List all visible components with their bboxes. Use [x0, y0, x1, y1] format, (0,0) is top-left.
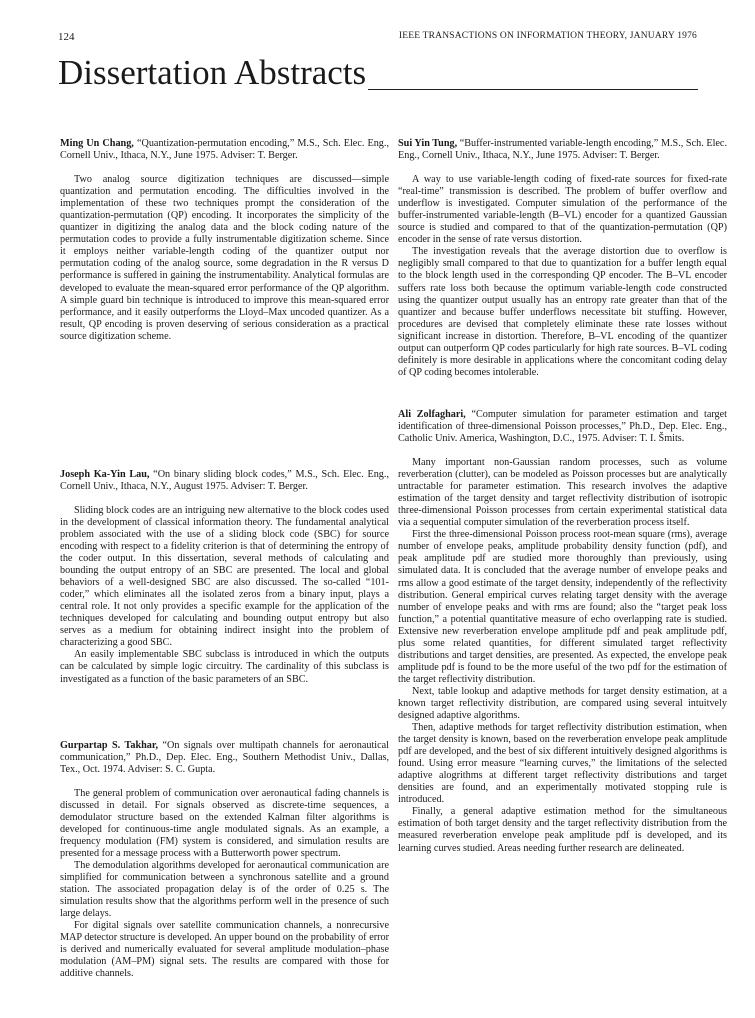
abstract-paragraph: An easily implementable SBC subclass is introduced in which the outputs can be calculated by simple logic circuitry. The cardinality of this subclass is investigated as a function of the basic parameters of an SBC. — [60, 649, 389, 685]
abstract-body — [60, 788, 389, 981]
section-header — [58, 53, 698, 103]
citation-text: “Quantization-permutation encoding,” M.S., Sch. Elec. Eng., Cornell Univ., Ithaca, N.Y., June 1975. Adviser: T. Berger. — [60, 138, 389, 162]
abstract-paragraph: Next, table lookup and adaptive methods for target density estimation, at a known target reflectivity distribution, are compared using several intuitvely designed adaptive algorithms. — [398, 685, 727, 722]
abstract-entry-chang — [60, 138, 389, 343]
citation — [60, 740, 389, 776]
abstract-paragraph: Two analog source digitization techniques are discussed—simple quantization and permutation encoding. The difficulties involved in the implementation of these two techniques prompt the consideration of the quantization-permutation (QP) encoding. It incorporates the simplicity of the quantizer in digitizing the analog data and the block coding nature of the permutation codes to provide a fully instrumentable digitization scheme. Since it employs neither variable-length coding of the quantizer output nor permutation coding of the analog source, some degradation in the R versus D performance is suffered in gaining the instrumentability. Analytical formulas are developed to evaluate the mean-squared error performance of the QP algorithm. A simple guard bin technique is introduced to improve this mean-squared error performance, and it easily outperforms the Lloyd–Max uncoded quantizer. As a result, QP encoding is proven deserving of serious consideration as a practical source digitization scheme. — [60, 174, 389, 342]
abstract-paragraph: A way to use variable-length coding of fixed-rate sources for fixed-rate “real-time” transmission is described. The problem of buffer overflow and underflow is investigated. Computer simulation of the performance of the buffer-instrumented variable-length (B–VL) encoder for a quantized Gaussian source is studied and compared to that of the quantization-permutation (QP) encoder in the sense of rate versus distortion. — [398, 174, 727, 246]
running-head: IEEE TRANSACTIONS ON INFORMATION THEORY, JANUARY 1976 — [398, 31, 697, 41]
citation-text: “Computer simulation for parameter estimation and target identification of three-dimensional Poisson processes,” Ph.D., Dep. Elec. Eng., Catholic Univ. America, Washington, D.C., 1975. Adviser: T. I. Šmits. — [398, 408, 727, 444]
abstract-entry-tung — [398, 138, 727, 379]
abstract-entry-lau — [60, 469, 389, 686]
abstract-paragraph: The general problem of communication over aeronautical fading channels is discussed in detail. For signals observed as discrete-time sequences, a demodulator structure based on the extended Kalman filter algorithms is developed for continuous-time angle modulated signals. As an example, a frequency modulation (FM) system is considered, and simulation results are presented for a message process with a Butterworth power spectrum. — [60, 787, 389, 859]
abstract-paragraph: Sliding block codes are an intriguing new alternative to the block codes used in the development of classical information theory. The fundamental analytical problem associated with the use of a sliding block code (SBC) for source encoding with respect to a fidelity criterion is that of determining the entropy of the coder output. In this dissertation, several methods of calculating and bounding the output entropy of an SBC are presented. The local and global behaviors of a well-designed SBC are also discussed. The so-called “101-coder,” which eliminates all the isolated zeros from a binary input, plays a central role. It not only provides a specific example for the application of the techniques developed for calculating and bounding output entropy but also serves as a medium for obtaining indirect insight into the problem of characterizing a good SBC. — [60, 504, 389, 649]
citation-text: “Buffer-instrumented variable-length encoding,” M.S., Sch. Elec. Eng., Cornell Univ., Ithaca, N.Y., June 1975. Adviser: T. Berger. — [398, 138, 727, 162]
abstract-entry-takhar — [60, 740, 389, 981]
section-title: Dissertation Abstracts — [58, 53, 367, 92]
abstract-body — [60, 505, 389, 686]
citation-text: “On binary sliding block codes,” M.S., Sch. Elec. Eng., Cornell Univ., Ithaca, N.Y., August 1975. Adviser: T. Berger. — [60, 468, 389, 492]
abstract-paragraph: Then, adaptive methods for target reflectivity distribution estimation, when the target density is known, based on the reverberation envelope peak amplitude pdf are developed, and the best of six different intuitively designed algorithms is found. Using error measure “learning curves,” the limitations of the selected adaptive alogrithms at different target reflectivity distributions and target densities are found, and an experimentally motivated stopping rule is introduced. — [398, 722, 727, 806]
right-column — [398, 138, 727, 893]
citation — [60, 469, 389, 493]
abstract-paragraph: Many important non-Gaussian random processes, such as volume reverberation (clutter), can be modeled as Poisson processes but are analytically untractable for parameter estimation. This research involves the adaptive estimation of the target density and target reflectivity distribution of isotropic three-dimensional Poisson processes from certain experimental statistical data via a sequential computer simulation of the reverberation process itself. — [398, 457, 727, 529]
author-name: Ming Un Chang, — [60, 138, 134, 149]
abstract-paragraph: First the three-dimensional Poisson process root-mean square (rms), average number of envelope peaks, amplitude probability density function (pdf), and peak amplitude pdf are studied more thoroughly than previously, using simulated data. It is concluded that the average number of envelope peaks and rms allow a good estimate of the target density, independently of the reflectivity distribution. General empirical curves relating target density with the average number of envelope peaks and with rms are found; also the “target peak loss function,” a potential quantitative measure of echo overlapping rate is studied. Extensive new reverberation envelope amplitude pdf and peak amplitude pdf, plus some related quantities, for different simulated target reflectivity distributions and target densities, are presented. As expected, the envelope peak amplitude pdf is found to be the more useful of the two pdf for the estimation of the target reflectivity distribution. — [398, 529, 727, 685]
author-name: Sui Yin Tung, — [398, 138, 458, 149]
abstract-body — [398, 457, 727, 855]
abstract-entry-zolfaghari — [398, 409, 727, 855]
citation-text: “On signals over multipath channels for aeronautical communication,” Ph.D., Dep. Elec. Eng., Southern Methodist Univ., Dallas, Tex., Oct. 1974. Adviser: S. C. Gupta. — [60, 739, 389, 775]
author-name: Ali Zolfaghari, — [398, 408, 466, 420]
left-column — [60, 138, 389, 1018]
citation — [60, 138, 389, 162]
abstract-paragraph: For digital signals over satellite communication channels, a nonrecursive MAP detector structure is developed. An upper bound on the probability of error is derived and numerically evaluated for several amplitude modulation–phase modulation (AM–PM) signal sets. The results are compared with those for additive channels. — [60, 920, 389, 980]
abstract-body — [398, 174, 727, 379]
abstract-body — [60, 174, 389, 343]
abstract-paragraph: The demodulation algorithms developed for aeronautical communication are simplified for communication between a synchronous satellite and a ground station. The associated propagation delay is of the order of 0.25 s. The simulation results show that the algorithms perform well in the presence of such large delays. — [60, 859, 389, 920]
citation — [398, 409, 727, 445]
abstract-paragraph: The investigation reveals that the average distortion due to overflow is negligibly small compared to that due to quantization for a buffer length equal to the block length used in the corresponding QP encoder. The B–VL encoder suffers rate loss both because the optimum variable-length code constructed using the quantizer output usually has an entropy rate greater than that of the quantizer and because buffer underflows necessitate bit stuffing. However, procedures are devised that completely eliminate these rate losses without significant increase in distortion. Therefore, B–VL encoding of the quantizer output can outperform QP codes particularly for high rate sources. B–VL coding definitely is more desirable in applications where the concomitant coding delay of QP coding becomes intolerable. — [398, 246, 727, 378]
author-name: Gurpartap S. Takhar, — [60, 739, 159, 751]
abstract-paragraph: Finally, a general adaptive estimation method for the simultaneous estimation of both target density and the target reflectivity distribution from the measured reverberation envelope peak amplitude pdf is developed, and its learning curves studied. Areas needing further research are delineated. — [398, 806, 727, 854]
citation — [398, 138, 727, 162]
page-number: 124 — [58, 31, 75, 43]
author-name: Joseph Ka-Yin Lau, — [60, 468, 150, 480]
